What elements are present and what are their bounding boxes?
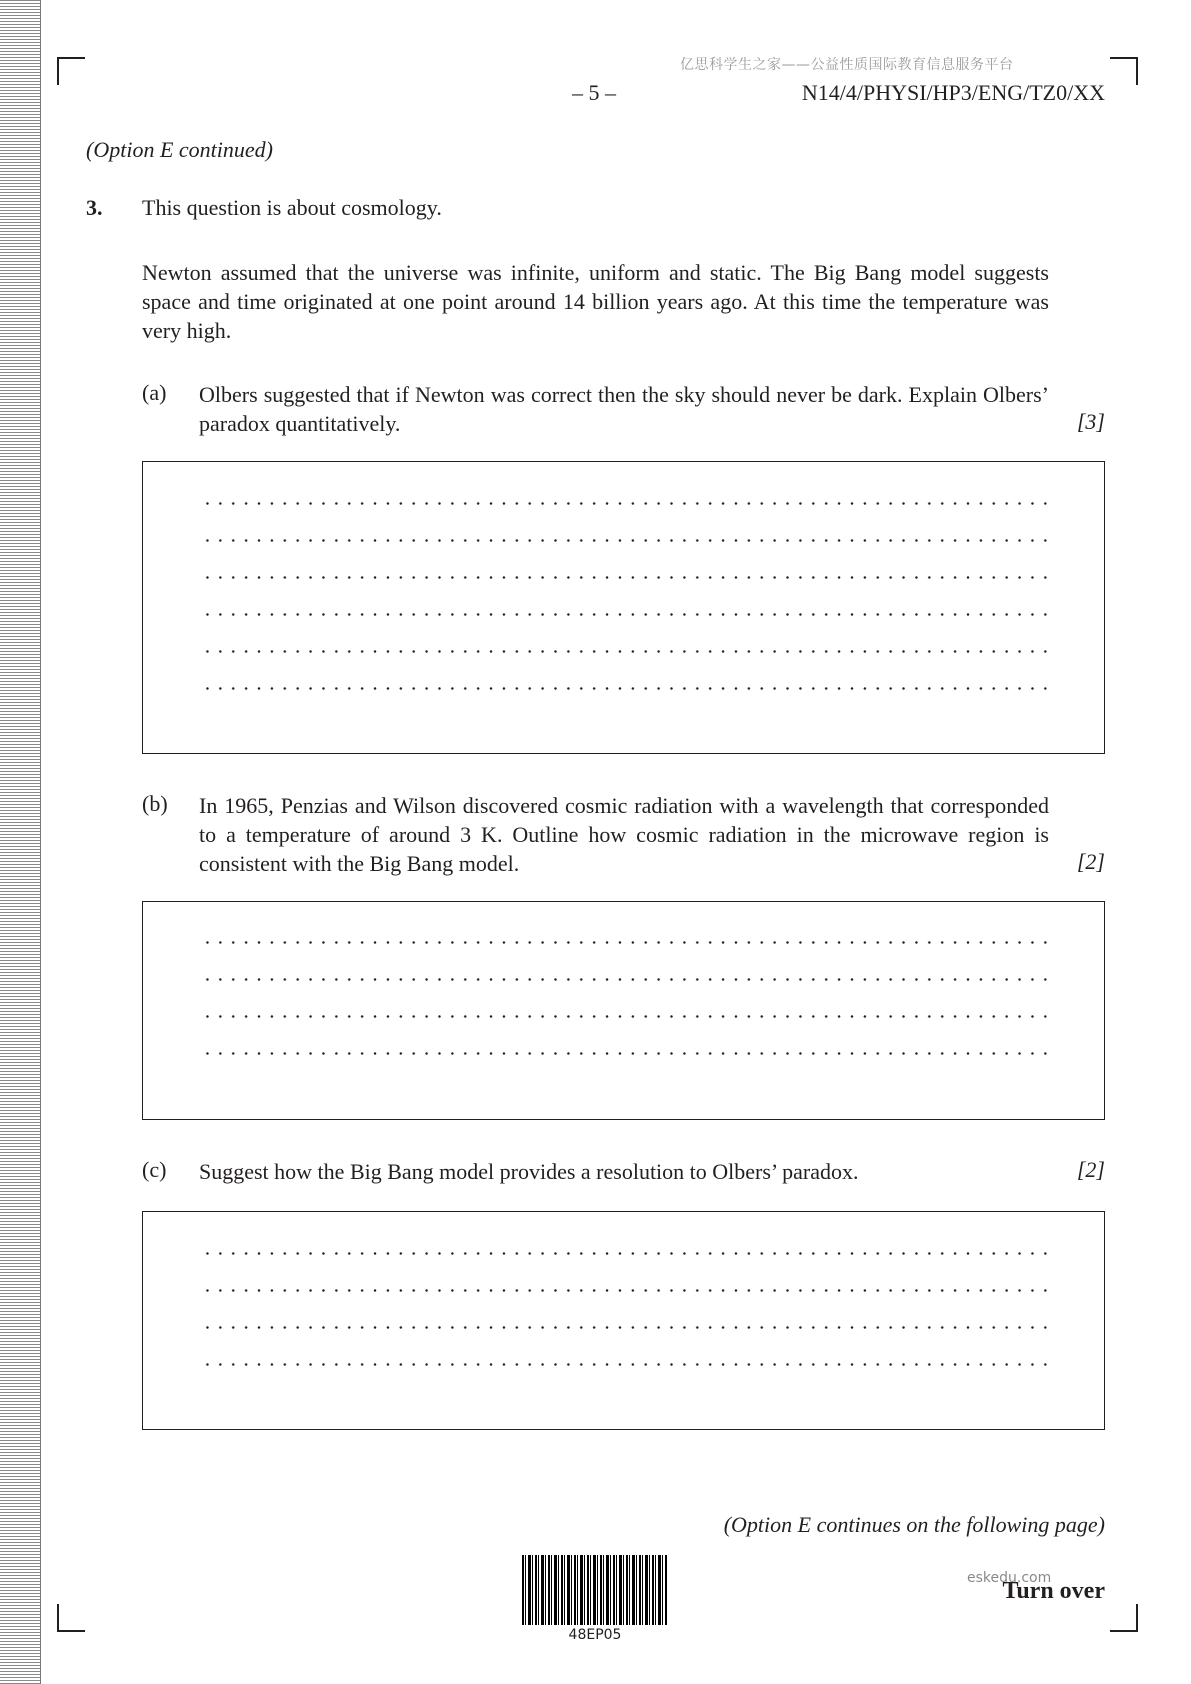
part-a-label: (a): [142, 380, 167, 405]
answer-line: [201, 978, 1047, 981]
crop-mark-bottom-left: [57, 1604, 85, 1632]
answer-line: [201, 1252, 1047, 1255]
footer-watermark: eskedu.com: [967, 1570, 1052, 1586]
answer-line: [201, 502, 1047, 505]
answer-line: [201, 650, 1047, 653]
page-margin-strip: [0, 0, 41, 1684]
part-a-answer-box[interactable]: [142, 461, 1105, 754]
section-continued-label: (Option E continued): [86, 137, 273, 162]
paper-code: N14/4/PHYSI/HP3/ENG/TZ0/XX: [801, 80, 1105, 105]
part-a-text: Olbers suggested that if Newton was correct then the sky should never be dark. Explain Olbers’ paradox quantitatively.: [199, 382, 1049, 436]
answer-line: [201, 941, 1047, 944]
page-number: – 5 –: [572, 80, 616, 105]
question-stem: This question is about cosmology.: [142, 195, 442, 220]
answer-line: [201, 1289, 1047, 1292]
crop-mark-bottom-right: [1110, 1604, 1138, 1632]
answer-line: [201, 613, 1047, 616]
turn-over-label: Turn over: [1002, 1578, 1105, 1604]
answer-line: [201, 1363, 1047, 1366]
part-a-marks: [3]: [1076, 409, 1105, 434]
part-b-marks: [2]: [1076, 849, 1105, 874]
answer-line: [201, 539, 1047, 542]
question-intro: Newton assumed that the universe was infinite, uniform and static. The Big Bang model suggests space and time originated at one point around 14 billion years ago. At this time the temperature was very high.: [142, 260, 1049, 343]
answer-line: [201, 1326, 1047, 1329]
answer-line: [201, 1015, 1047, 1018]
answer-line: [201, 687, 1047, 690]
barcode-icon: [522, 1555, 668, 1625]
crop-mark-top-left: [57, 57, 85, 85]
answer-line: [201, 576, 1047, 579]
part-c-marks: [2]: [1076, 1157, 1105, 1182]
part-b-label: (b): [142, 791, 168, 816]
part-b-text: In 1965, Penzias and Wilson discovered cosmic radiation with a wavelength that corresponded to a temperature of around 3 K. Outline how cosmic radiation in the microwave region is consistent with the Big Bang model.: [199, 793, 1049, 876]
barcode-label: 48EP05: [568, 1627, 622, 1643]
crop-mark-top-right: [1110, 57, 1138, 85]
answer-line: [201, 1052, 1047, 1055]
part-c-text: Suggest how the Big Bang model provides a resolution to Olbers’ paradox.: [199, 1159, 859, 1184]
part-c-label: (c): [142, 1157, 167, 1182]
part-c-answer-box[interactable]: [142, 1211, 1105, 1430]
question-number: 3.: [86, 195, 103, 220]
header-watermark: 亿思科学生之家——公益性质国际教育信息服务平台: [680, 57, 1014, 73]
continues-note: (Option E continues on the following page): [723, 1512, 1105, 1537]
part-b-answer-box[interactable]: [142, 901, 1105, 1120]
